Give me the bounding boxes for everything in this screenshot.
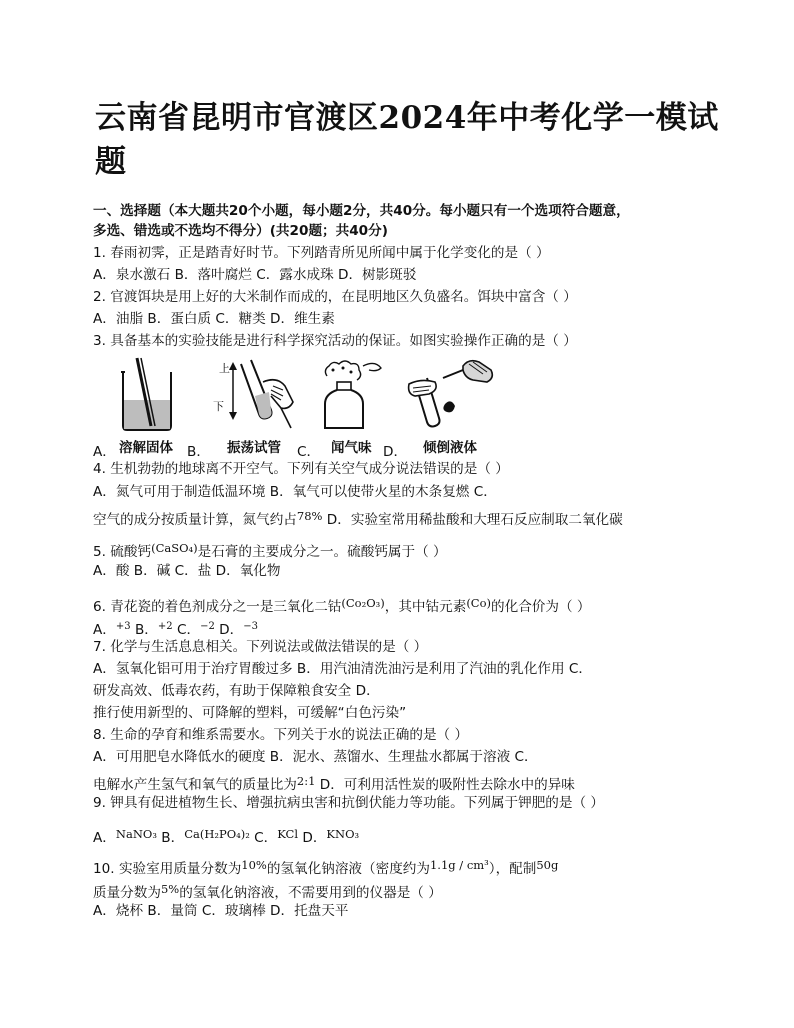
q10-density: 1.1g / cm³ bbox=[429, 858, 489, 872]
q8-text-d: D．可利用活性炭的吸附性去除水中的异味 bbox=[319, 777, 575, 793]
q10-options: A．烧杯 B．量筒 C．玻璃棒 D．托盘天平 bbox=[93, 903, 349, 919]
q9-option-b: B． bbox=[161, 830, 185, 846]
q2-options: A．油脂 B．蛋白质 C．糖类 D．维生素 bbox=[93, 311, 335, 327]
label-down: 下 bbox=[213, 400, 224, 413]
q3-option-a-letter: A． bbox=[93, 444, 116, 460]
q10-percent-2: 5% bbox=[160, 882, 180, 896]
q6-formula-cobalt: (Co) bbox=[466, 596, 492, 610]
q7-stem: 7. 化学与生活息息相关。下列说法或做法错误的是（ ） bbox=[93, 639, 428, 655]
q10-percent-1: 10% bbox=[241, 858, 267, 872]
q1-stem: 1. 春雨初霁，正是踏青好时节。下列踏青所见所闻中属于化学变化的是（ ） bbox=[93, 245, 550, 261]
beaker-stir-icon bbox=[117, 356, 177, 434]
q9-option-d: D． bbox=[302, 830, 327, 846]
q8-options-line2 bbox=[93, 771, 575, 795]
q3-caption-a: 溶解固体 bbox=[119, 440, 173, 456]
q4-text-d: D．实验室常用稀盐酸和大理石反应制取二氧化碳 bbox=[326, 512, 623, 528]
q8-text-c: 电解水产生氢气和氧气的质量比为 bbox=[93, 777, 297, 793]
q10-stem-b: 的氢氧化钠溶液（密度约为 bbox=[266, 861, 430, 877]
q5-options: A．酸 B．碱 C．盐 D．氧化物 bbox=[93, 563, 281, 579]
q9-formula-d: KNO₃ bbox=[326, 827, 360, 841]
q1-options: A．泉水激石 B．落叶腐烂 C．露水成珠 D．树影斑驳 bbox=[93, 267, 417, 283]
q4-stem: 4. 生机勃勃的地球离不开空气。下列有关空气成分说法错误的是（ ） bbox=[93, 461, 509, 477]
q7-options-line2: 研发高效、低毒农药，有助于保障粮食安全 D． bbox=[93, 683, 380, 699]
q9-option-c: C． bbox=[254, 830, 278, 846]
q10-stem bbox=[93, 855, 558, 879]
q6-option-c: C． bbox=[176, 622, 201, 638]
q9-options bbox=[93, 824, 359, 848]
q3-figure-pour bbox=[407, 356, 497, 434]
q6-stem-a: 6. 青花瓷的着色剂成分之一是三氧化二钴 bbox=[93, 599, 342, 615]
q6-value-c: −2 bbox=[200, 621, 215, 632]
q3-stem: 3. 具备基本的实验技能是进行科学探究活动的保证。如图实验操作正确的是（ ） bbox=[93, 333, 577, 349]
q10-stem-a: 10. 实验室用质量分数为 bbox=[93, 861, 242, 877]
q3-caption-d: 倾倒液体 bbox=[423, 440, 477, 456]
q3-option-d-letter: D． bbox=[383, 444, 408, 460]
document-title: 云南省昆明市官渡区2024年中考化学一模试题 bbox=[95, 100, 719, 180]
q10-text-b: 的氢氧化钠溶液，不需要用到的仪器是（ ） bbox=[179, 885, 442, 901]
q3-option-c-letter: C． bbox=[297, 444, 321, 460]
pour-liquid-icon bbox=[407, 356, 497, 434]
q8-ratio: 2:1 bbox=[296, 774, 316, 788]
q7-options-line3: 推行使用新型的、可降解的塑料，可缓解“白色污染” bbox=[93, 705, 407, 721]
q3-figures bbox=[93, 356, 713, 460]
q9-option-a: A． bbox=[93, 830, 116, 846]
q6-formula-cobalt-oxide: (Co₂O₃) bbox=[341, 596, 385, 610]
q3-figure-shake bbox=[211, 356, 301, 434]
section-heading-line2: 多选、错选或不选均不得分）(共20题；共40分) bbox=[93, 223, 388, 239]
q10-stem-c: ），配制 bbox=[488, 861, 537, 877]
q4-options-line2 bbox=[93, 506, 623, 530]
q4-options-line1: A．氮气可用于制造低温环境 B．氧气可以使带火星的木条复燃 C． bbox=[93, 484, 497, 500]
q6-value-a: +3 bbox=[115, 621, 131, 632]
q6-option-d: D． bbox=[219, 622, 244, 638]
section-heading-line1: 一、选择题（本大题共20个小题，每小题2分，共40分。每小题只有一个选项符合题意， bbox=[93, 203, 630, 219]
q6-option-a: A． bbox=[93, 622, 116, 638]
q8-stem: 8. 生命的孕育和维系需要水。下列关于水的说法正确的是（ ） bbox=[93, 727, 469, 743]
label-up: 上 bbox=[219, 362, 230, 375]
q10-mass: 50g bbox=[536, 858, 559, 872]
q3-figure-smell bbox=[319, 356, 389, 434]
q6-stem-b: ，其中钴元素 bbox=[384, 599, 467, 615]
q7-options-line1: A．氢氧化铝可用于治疗胃酸过多 B．用汽油清洗油污是利用了汽油的乳化作用 C． bbox=[93, 661, 592, 677]
q10-text-a: 质量分数为 bbox=[93, 885, 161, 901]
q5-formula: (CaSO₄) bbox=[151, 541, 198, 555]
q8-options-line1: A．可用肥皂水降低水的硬度 B．泥水、蒸馏水、生理盐水都属于溶液 C． bbox=[93, 749, 538, 765]
q4-percent: 78% bbox=[296, 509, 323, 523]
q6-stem-c: 的化合价为（ ） bbox=[491, 599, 591, 615]
q3-option-b-letter: B． bbox=[187, 444, 210, 460]
q5-stem-a: 5. 硫酸钙 bbox=[93, 544, 152, 560]
q2-stem: 2. 官渡饵块是用上好的大米制作而成的，在昆明地区久负盛名。饵块中富含（ ） bbox=[93, 289, 577, 305]
q9-formula-a: NaNO₃ bbox=[115, 827, 157, 841]
q9-stem: 9. 钾具有促进植物生长、增强抗病虫害和抗倒伏能力等功能。下列属于钾肥的是（ ） bbox=[93, 795, 604, 811]
q10-line2 bbox=[93, 879, 442, 903]
q6-option-b: B． bbox=[134, 622, 158, 638]
test-tube-shake-icon bbox=[211, 356, 301, 434]
q3-caption-b: 振荡试管 bbox=[227, 440, 281, 456]
q6-value-b: +2 bbox=[157, 621, 173, 632]
q3-caption-c: 闻气味 bbox=[331, 440, 372, 456]
q6-value-d: −3 bbox=[243, 621, 258, 632]
q6-stem bbox=[93, 593, 591, 617]
q5-stem-b: 是石膏的主要成分之一。硫酸钙属于（ ） bbox=[197, 544, 447, 560]
q4-text-c: 空气的成分按质量计算，氮气约占 bbox=[93, 512, 297, 528]
q5-stem bbox=[93, 538, 447, 562]
q9-formula-b: Ca(H₂PO₄)₂ bbox=[184, 827, 250, 841]
q9-formula-c: KCl bbox=[277, 827, 299, 841]
gas-bottle-smell-icon bbox=[319, 356, 389, 434]
q3-figure-dissolve bbox=[117, 356, 177, 434]
